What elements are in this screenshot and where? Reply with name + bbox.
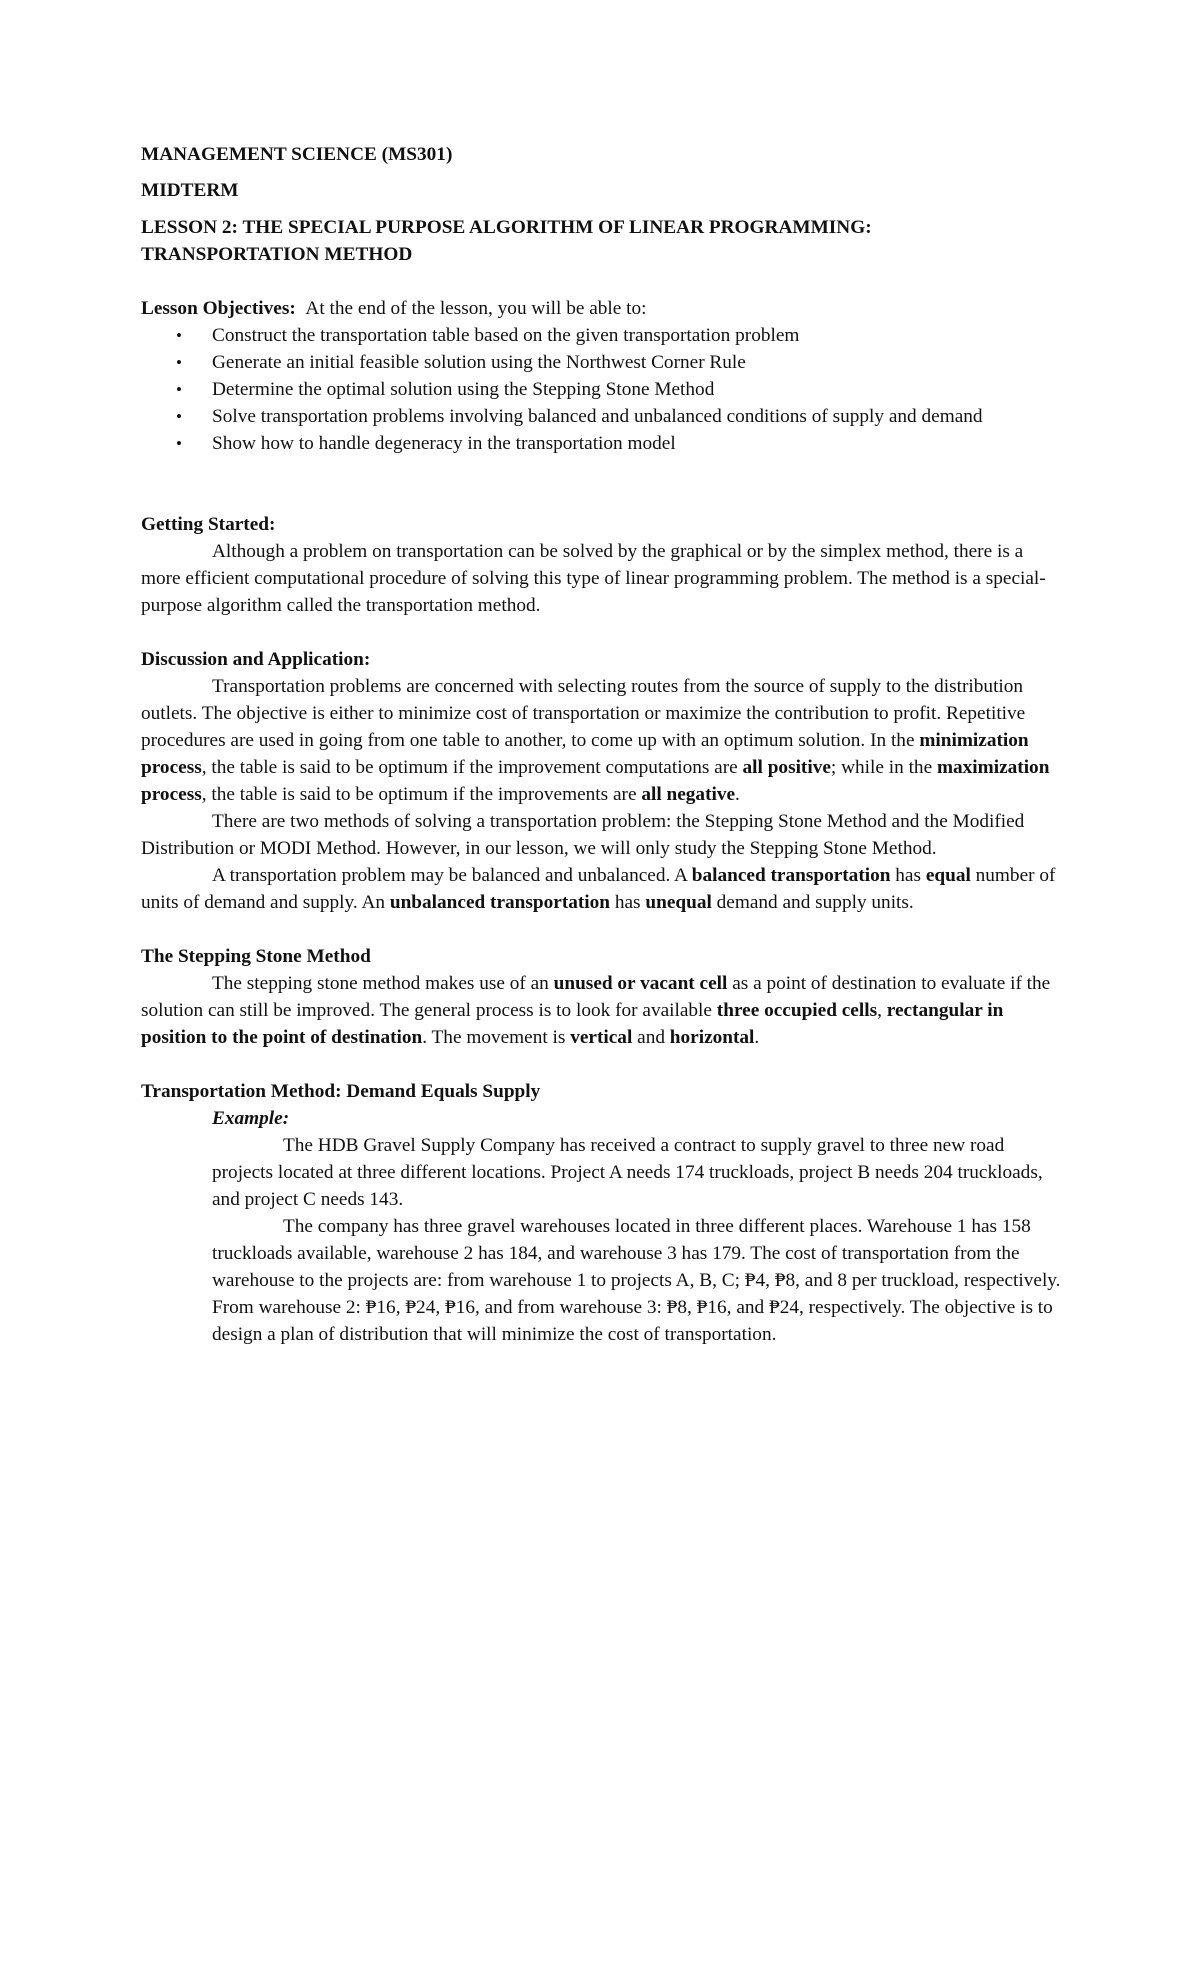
objective-item: • Show how to handle degeneracy in the transportation model	[141, 430, 1062, 457]
bullet-icon: •	[176, 380, 182, 399]
objectives-list	[141, 322, 1062, 457]
discussion-paragraph-3: A transportation problem may be balanced and unbalanced. A balanced transportation has equal number of units of demand and supply. An unbalanced transportation has unequal demand and supply units.	[141, 865, 1056, 913]
getting-started-title: Getting Started:	[141, 514, 276, 535]
lesson-title	[141, 214, 1062, 268]
lesson-title-line-1: LESSON 2: THE SPECIAL PURPOSE ALGORITHM OF LINEAR PROGRAMMING:	[141, 217, 872, 238]
discussion-paragraph-1: Transportation problems are concerned with selecting routes from the source of supply to the distribution outlets. The objective is either to minimize cost of transportation or maximize the contribution to profit. Repetitive procedures are used in going from one table to another, to come up with an optimum solution. In the minimization process, the table is said to be optimum if the improvement computations are all positive; while in the maximization process, the table is said to be optimum if the improvements are all negative.	[141, 676, 1050, 805]
objectives-intro	[141, 295, 1062, 322]
example-paragraph-1: The HDB Gravel Supply Company has received a contract to supply gravel to three new road projects located at three different locations. Project A needs 174 truckloads, project B needs 204 truckloads, and project C needs 143.	[212, 1135, 1043, 1210]
example-block	[141, 1105, 1062, 1348]
bullet-icon: •	[176, 353, 182, 372]
discussion-title: Discussion and Application:	[141, 649, 371, 670]
example-section-title: Transportation Method: Demand Equals Supply	[141, 1081, 541, 1102]
objectives-intro-text: At the end of the lesson, you will be able to:	[305, 298, 647, 319]
objective-item: • Construct the transportation table based on the given transportation problem	[141, 322, 1062, 349]
stepping-stone-title: The Stepping Stone Method	[141, 946, 371, 967]
discussion-paragraph-2: There are two methods of solving a transportation problem: the Stepping Stone Method and the Modified Distribution or MODI Method. However, in our lesson, we will only study the Stepping Stone Method.	[141, 811, 1025, 859]
stepping-stone-text: The stepping stone method makes use of an unused or vacant cell as a point of destination to evaluate if the solution can still be improved. The general process is to look for available three occupied cells, rectangular in position to the point of destination. The movement is vertical and horizontal.	[141, 973, 1051, 1048]
objectives-label: Lesson Objectives:	[141, 298, 296, 319]
example-label: Example:	[212, 1108, 290, 1129]
getting-started-section	[141, 511, 1062, 619]
bullet-icon: •	[176, 434, 182, 453]
lesson-objectives	[141, 295, 1062, 457]
objective-item: • Determine the optimal solution using the Stepping Stone Method	[141, 376, 1062, 403]
bullet-icon: •	[176, 407, 182, 426]
discussion-section	[141, 646, 1062, 916]
lesson-title-line-2: TRANSPORTATION METHOD	[141, 244, 413, 265]
example-section	[141, 1078, 1062, 1348]
stepping-stone-section	[141, 943, 1062, 1051]
course-title: MANAGEMENT SCIENCE (MS301)	[141, 144, 453, 165]
objective-item: • Generate an initial feasible solution using the Northwest Corner Rule	[141, 349, 1062, 376]
example-paragraph-2: The company has three gravel warehouses located in three different places. Warehouse 1 has 158 truckloads available, warehouse 2 has 184, and warehouse 3 has 179. The cost of transportation from the warehouse to the projects are: from warehouse 1 to projects A, B, C; ₱4, ₱8, and 8 per truckload, respectively. From warehouse 2: ₱16, ₱24, ₱16, and from warehouse 3: ₱8, ₱16, and ₱24, respectively. The objective is to design a plan of distribution that will minimize the cost of transportation.	[212, 1216, 1061, 1345]
term-title: MIDTERM	[141, 180, 239, 201]
objective-item: • Solve transportation problems involving balanced and unbalanced conditions of supply and demand	[141, 403, 1062, 430]
getting-started-text: Although a problem on transportation can be solved by the graphical or by the simplex method, there is a more efficient computational procedure of solving this type of linear programming problem. The method is a special-purpose algorithm called the transportation method.	[141, 541, 1046, 616]
bullet-icon: •	[176, 326, 182, 345]
